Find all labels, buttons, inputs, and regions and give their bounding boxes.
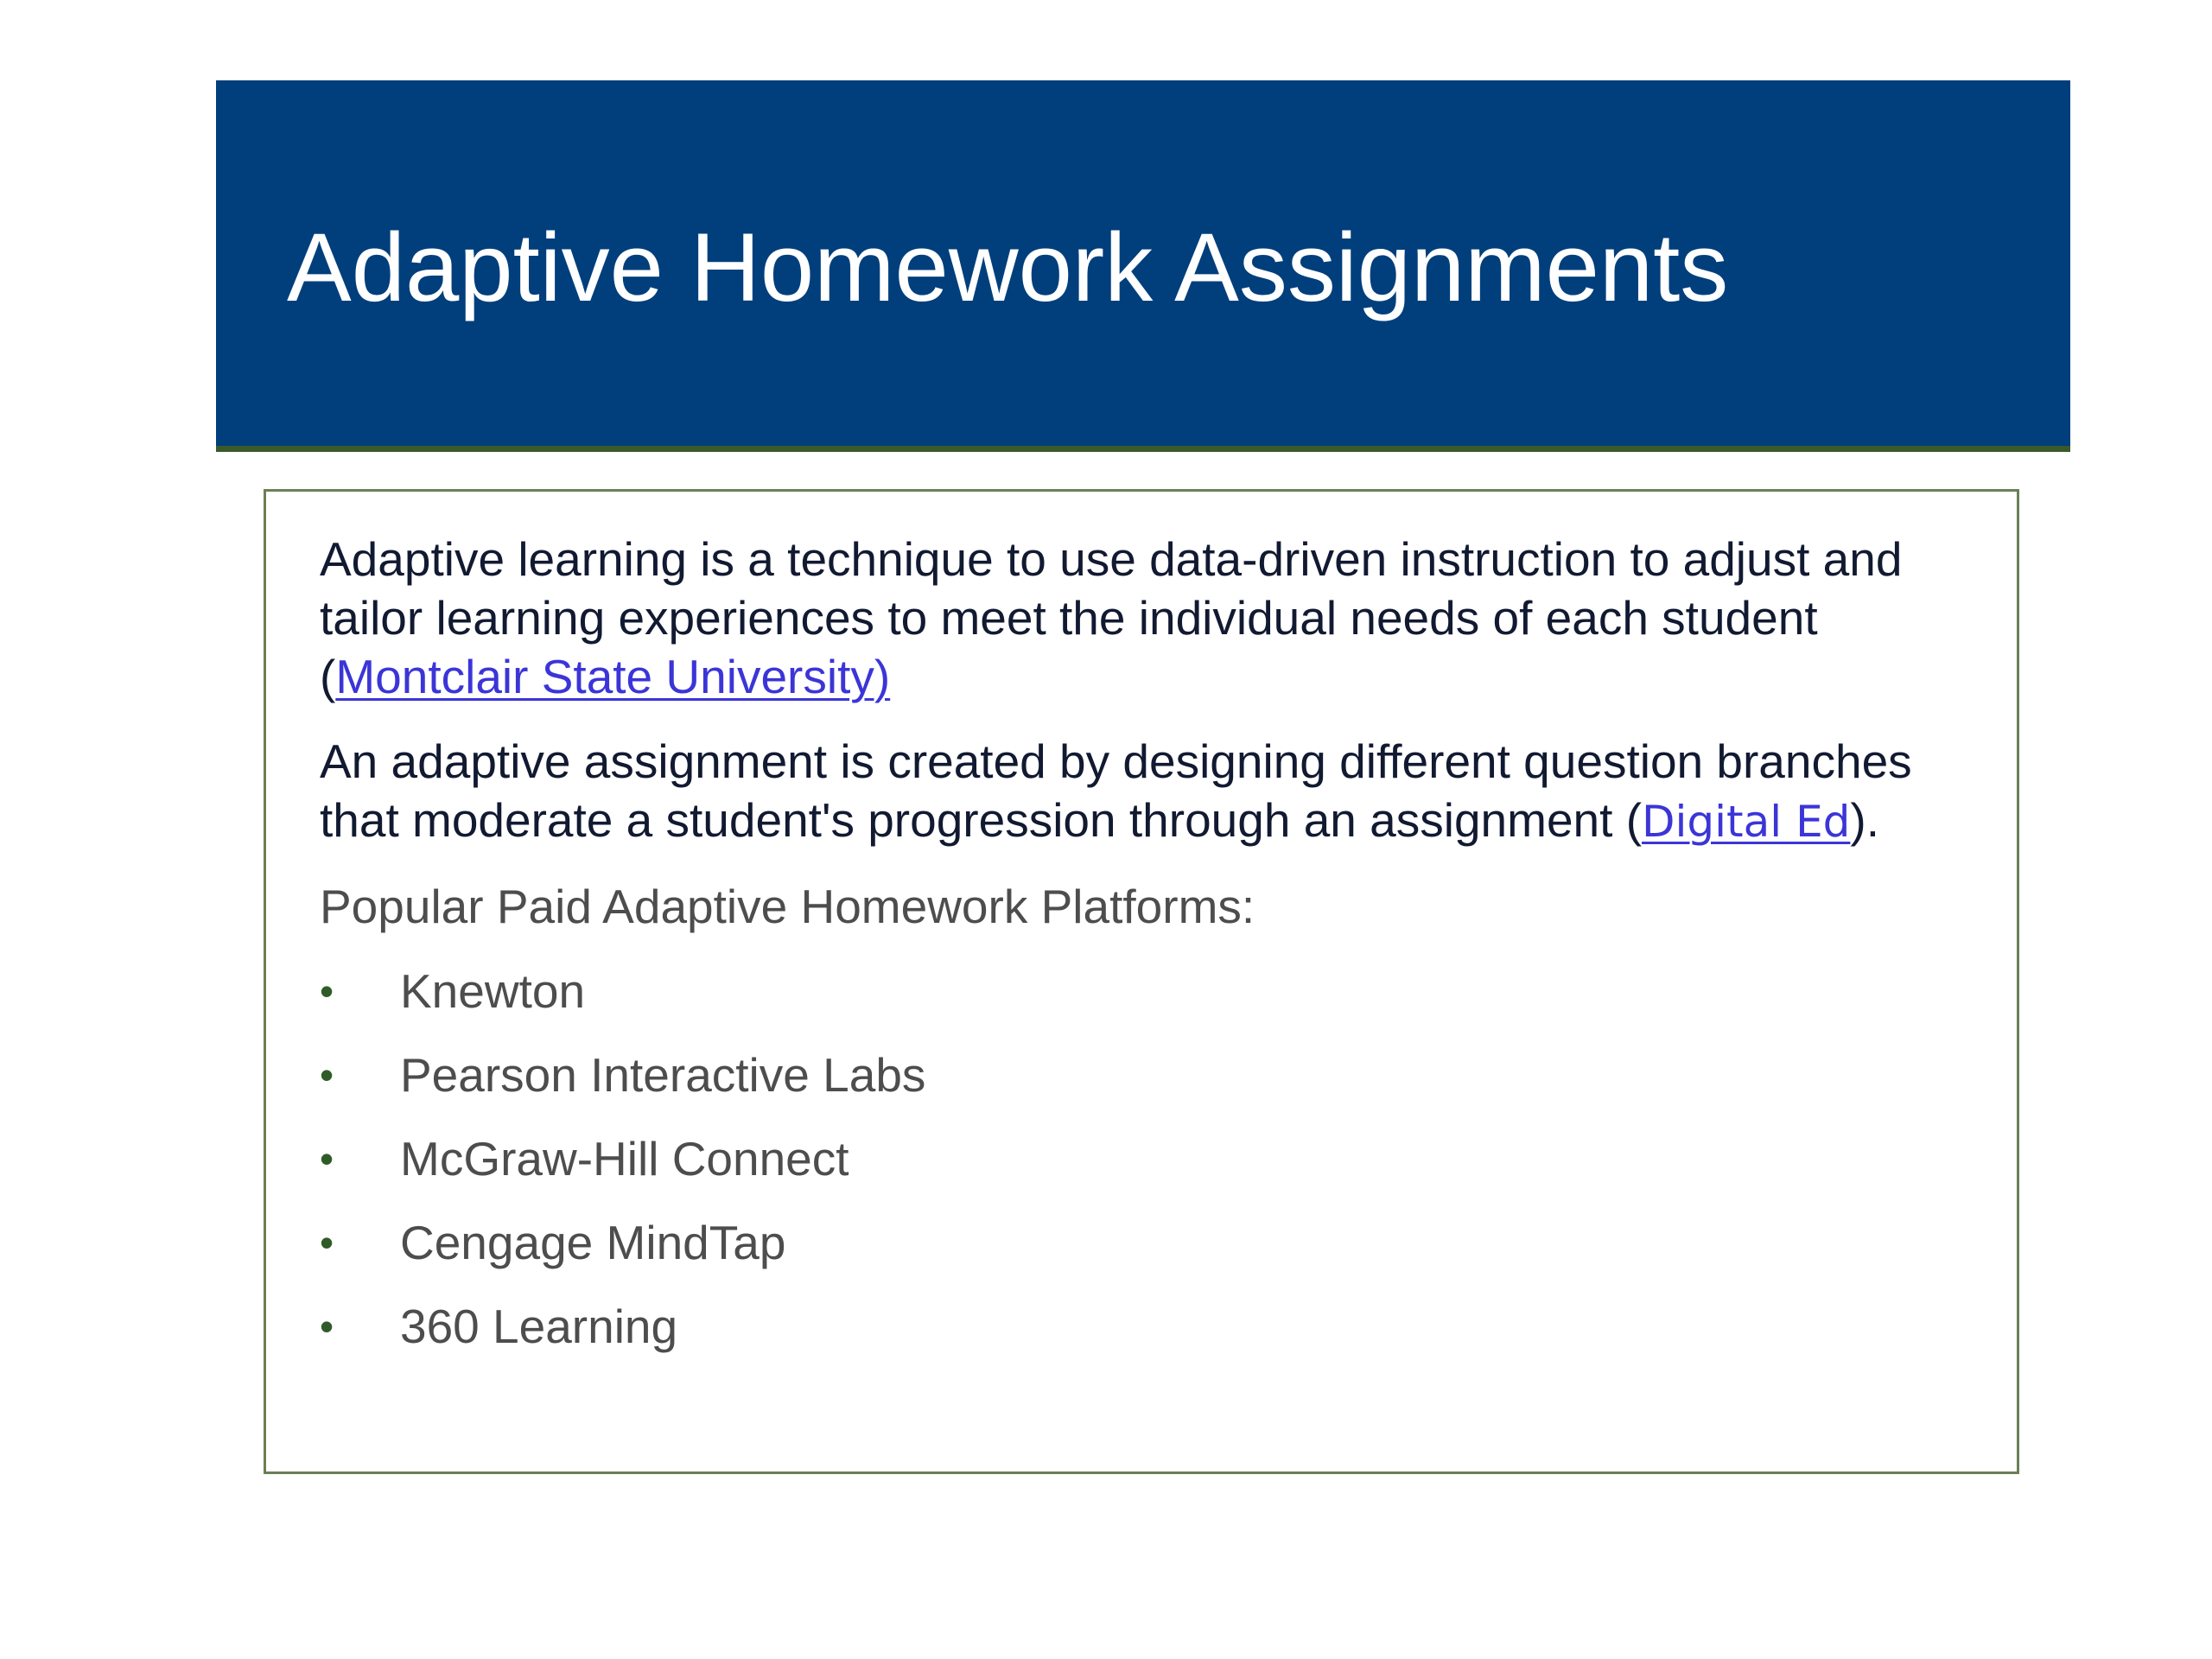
content-box bbox=[264, 489, 2019, 1474]
bullet-icon: • bbox=[320, 1052, 334, 1097]
paragraph-adaptive-assignment bbox=[320, 732, 1992, 851]
list-item bbox=[320, 1046, 1992, 1104]
paragraph-adaptive-assignment-suffix: ). bbox=[1850, 793, 1880, 847]
bullet-icon: • bbox=[320, 1304, 334, 1349]
digital-ed-link[interactable]: Digital Ed bbox=[1642, 797, 1851, 847]
paragraph-adaptive-assignment-text: An adaptive assignment is created by designing different question branches that moderate a student's progression through an assignment ( bbox=[320, 734, 1912, 847]
list-item bbox=[320, 962, 1992, 1020]
platforms-list bbox=[320, 962, 1992, 1356]
paragraph-adaptive-learning bbox=[320, 530, 1992, 706]
platform-name: Cengage MindTap bbox=[400, 1216, 786, 1269]
list-item bbox=[320, 1297, 1992, 1356]
platform-name: 360 Learning bbox=[400, 1300, 678, 1353]
bullet-icon: • bbox=[320, 969, 334, 1014]
title-bar bbox=[216, 80, 2070, 452]
platforms-heading: Popular Paid Adaptive Homework Platforms: bbox=[320, 880, 1255, 933]
platform-name: Pearson Interactive Labs bbox=[400, 1048, 926, 1102]
platform-name: Knewton bbox=[400, 964, 586, 1018]
slide-title: Adaptive Homework Assignments bbox=[287, 213, 1729, 321]
content-body bbox=[320, 530, 1992, 1356]
paragraph-adaptive-learning-text: Adaptive learning is a technique to use data-driven instruction to adjust and tailor learning experiences to meet the individual needs of each student ( bbox=[320, 532, 1903, 703]
list-item bbox=[320, 1129, 1992, 1188]
montclair-state-link[interactable]: Montclair State University) bbox=[335, 650, 891, 703]
bullet-icon: • bbox=[320, 1136, 334, 1181]
platform-name: McGraw-Hill Connect bbox=[400, 1132, 849, 1185]
bullet-icon: • bbox=[320, 1220, 334, 1265]
list-item bbox=[320, 1213, 1992, 1272]
